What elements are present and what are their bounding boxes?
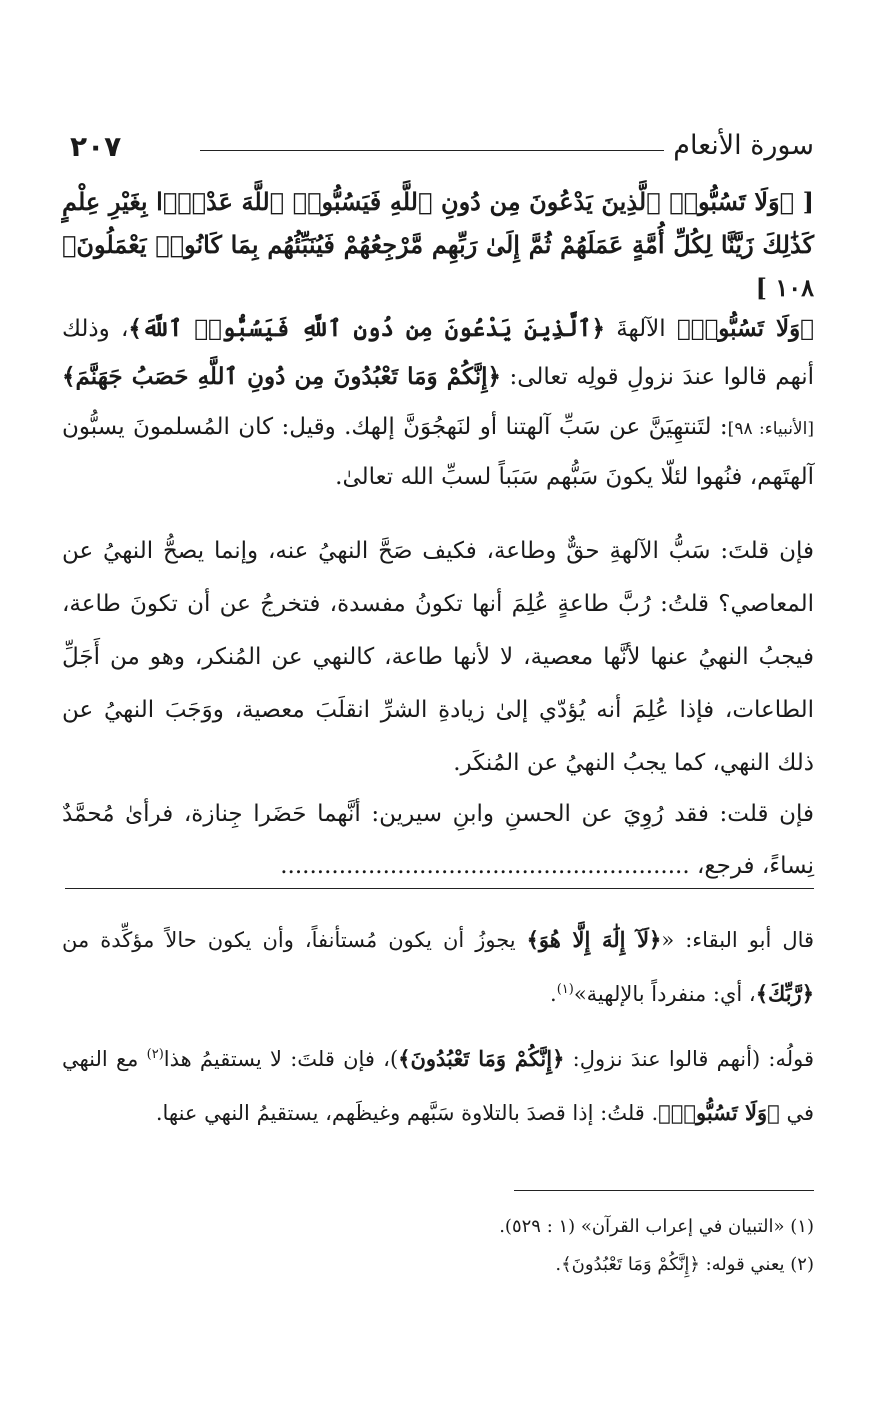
quran-quote: ﴿رَّبِّكَ﴾ [755, 981, 814, 1006]
footnote-marker[interactable]: (١) [556, 982, 574, 997]
page-number: ٢٠٧ [70, 130, 122, 163]
note-text: ، أي: منفرداً بالإلهية» [573, 982, 756, 1006]
section-divider [65, 888, 814, 889]
footnotes [62, 1208, 814, 1284]
note-text: قال أبو البقاء: « [661, 928, 815, 952]
commentary-paragraph-3: فإن قلت: فقد رُوِيَ عن الحسنِ وابنِ سيرين: أنَّهما حَضَرا جِنازة، فرأىٰ مُحمَّدٌ نِساءً، فرجع، ........................................................ [62, 801, 814, 879]
note-text: . [550, 982, 557, 1006]
commentary-text: ، وذلك أنهم قالوا عندَ نزولِ قولِه تعالى: [62, 316, 814, 390]
quran-quote: ﴿ٱلَّذِينَ يَدْعُونَ مِن دُونِ ٱللَّهِ فَيَسُبُّوا۟ ٱللَّهَ﴾ [128, 315, 605, 342]
footnote-item: (٢) يعني قوله: ﴿إِنَّكُمْ وَمَا تَعْبُدُونَ﴾. [555, 1254, 814, 1275]
footnote-item: (١) «التبيان في إعراب القرآن» (١ : ٥٢٩). [499, 1216, 814, 1237]
commentary-text: الآلهةَ [604, 316, 677, 342]
footnote-divider [514, 1190, 814, 1191]
header-rule [200, 150, 664, 151]
commentary-text: : لتَنتهِيَنَّ عن سَبِّ آلهتنا أو لنَهجُوَنَّ إلهك. وقيل: كان المُسلمونَ يسبُّون آلهتَهم، فنُهوا لئلّا يكونَ سَبُّهم سَبَباً لسبِّ الله تعالىٰ. [62, 414, 814, 490]
quran-quote: ﴿إِنَّكُمْ وَمَا تَعْبُدُونَ مِن دُونِ ٱللَّهِ حَصَبُ جَهَنَّمَ﴾ [62, 363, 502, 390]
commentary-paragraph-2: فإن قلتَ: سَبُّ الآلهةِ حقٌّ وطاعة، فكيف صَحَّ النهيُ عنه، وإنما يصحُّ النهيُ عن المعاصي؟ قلتُ: رُبَّ طاعةٍ عُلِمَ أنها تكونُ مفسدة، فتخرجُ عن أن تكونَ طاعة، فيجبُ النهيُ عنها لأنَّها معصية، لا لأنها طاعة، كالنهي عن المُنكر، وهو من أَجَلِّ الطاعات، فإذا عُلِمَ أنه يُؤدّي إلىٰ زيادةِ الشرِّ انقلَبَ معصية، ووَجَبَ النهيُ عن ذلك النهي، كما يجبُ النهيُ عن المُنكَر. [62, 538, 814, 776]
note-text: )، فإن قلتَ: لا يستقيمُ هذا [163, 1047, 399, 1071]
gloss-note-2 [62, 1028, 814, 1140]
note-text: . قلتُ: إذا قصدَ بالتلاوة سَبَّهم وغيظَهم، يستقيمُ النهي عنها. [155, 1101, 659, 1125]
verse-citation: [الأنبياء: ٩٨] [727, 419, 814, 439]
quran-quote: ﴿إِنَّكُمْ وَمَا تَعْبُدُونَ﴾ [398, 1046, 565, 1071]
quran-verse: [ ﴿وَلَا تَسُبُّوا۟ ٱلَّذِينَ يَدْعُونَ مِن دُونِ ٱللَّهِ فَيَسُبُّوا۟ ٱللَّهَ عَدْوًۢا بِغَيْرِ عِلْمٍ كَذَٰلِكَ زَيَّنَّا لِكُلِّ أُمَّةٍ عَمَلَهُمْ ثُمَّ إِلَىٰ رَبِّهِم مَّرْجِعُهُمْ فَيُنَبِّئُهُم بِمَا كَانُوا۟ يَعْمَلُونَ﴾ ١٠٨ ] [62, 187, 814, 302]
quran-quote: ﴿وَلَا تَسُبُّوا۟﴾ [658, 1100, 780, 1125]
note-text: قولُه: (أنهم قالوا عندَ نزولِ: [564, 1047, 814, 1071]
page-header [70, 130, 814, 170]
note-text: مع النهي في [62, 1047, 814, 1125]
note-text: يجوزُ أن يكون مُستأنفاً، وأن يكون حالاً مؤكِّدة من [62, 928, 527, 952]
quran-quote: ﴿وَلَا تَسُبُّوا۟﴾ [676, 315, 814, 342]
quran-quote: ﴿لَآ إِلَٰهَ إِلَّا هُوَ﴾ [526, 927, 662, 952]
surah-title: سورة الأنعام [673, 130, 814, 161]
footnote-marker[interactable]: (٢) [146, 1047, 164, 1062]
gloss-note-1 [62, 915, 814, 1019]
commentary-paragraph-1 [62, 305, 814, 501]
